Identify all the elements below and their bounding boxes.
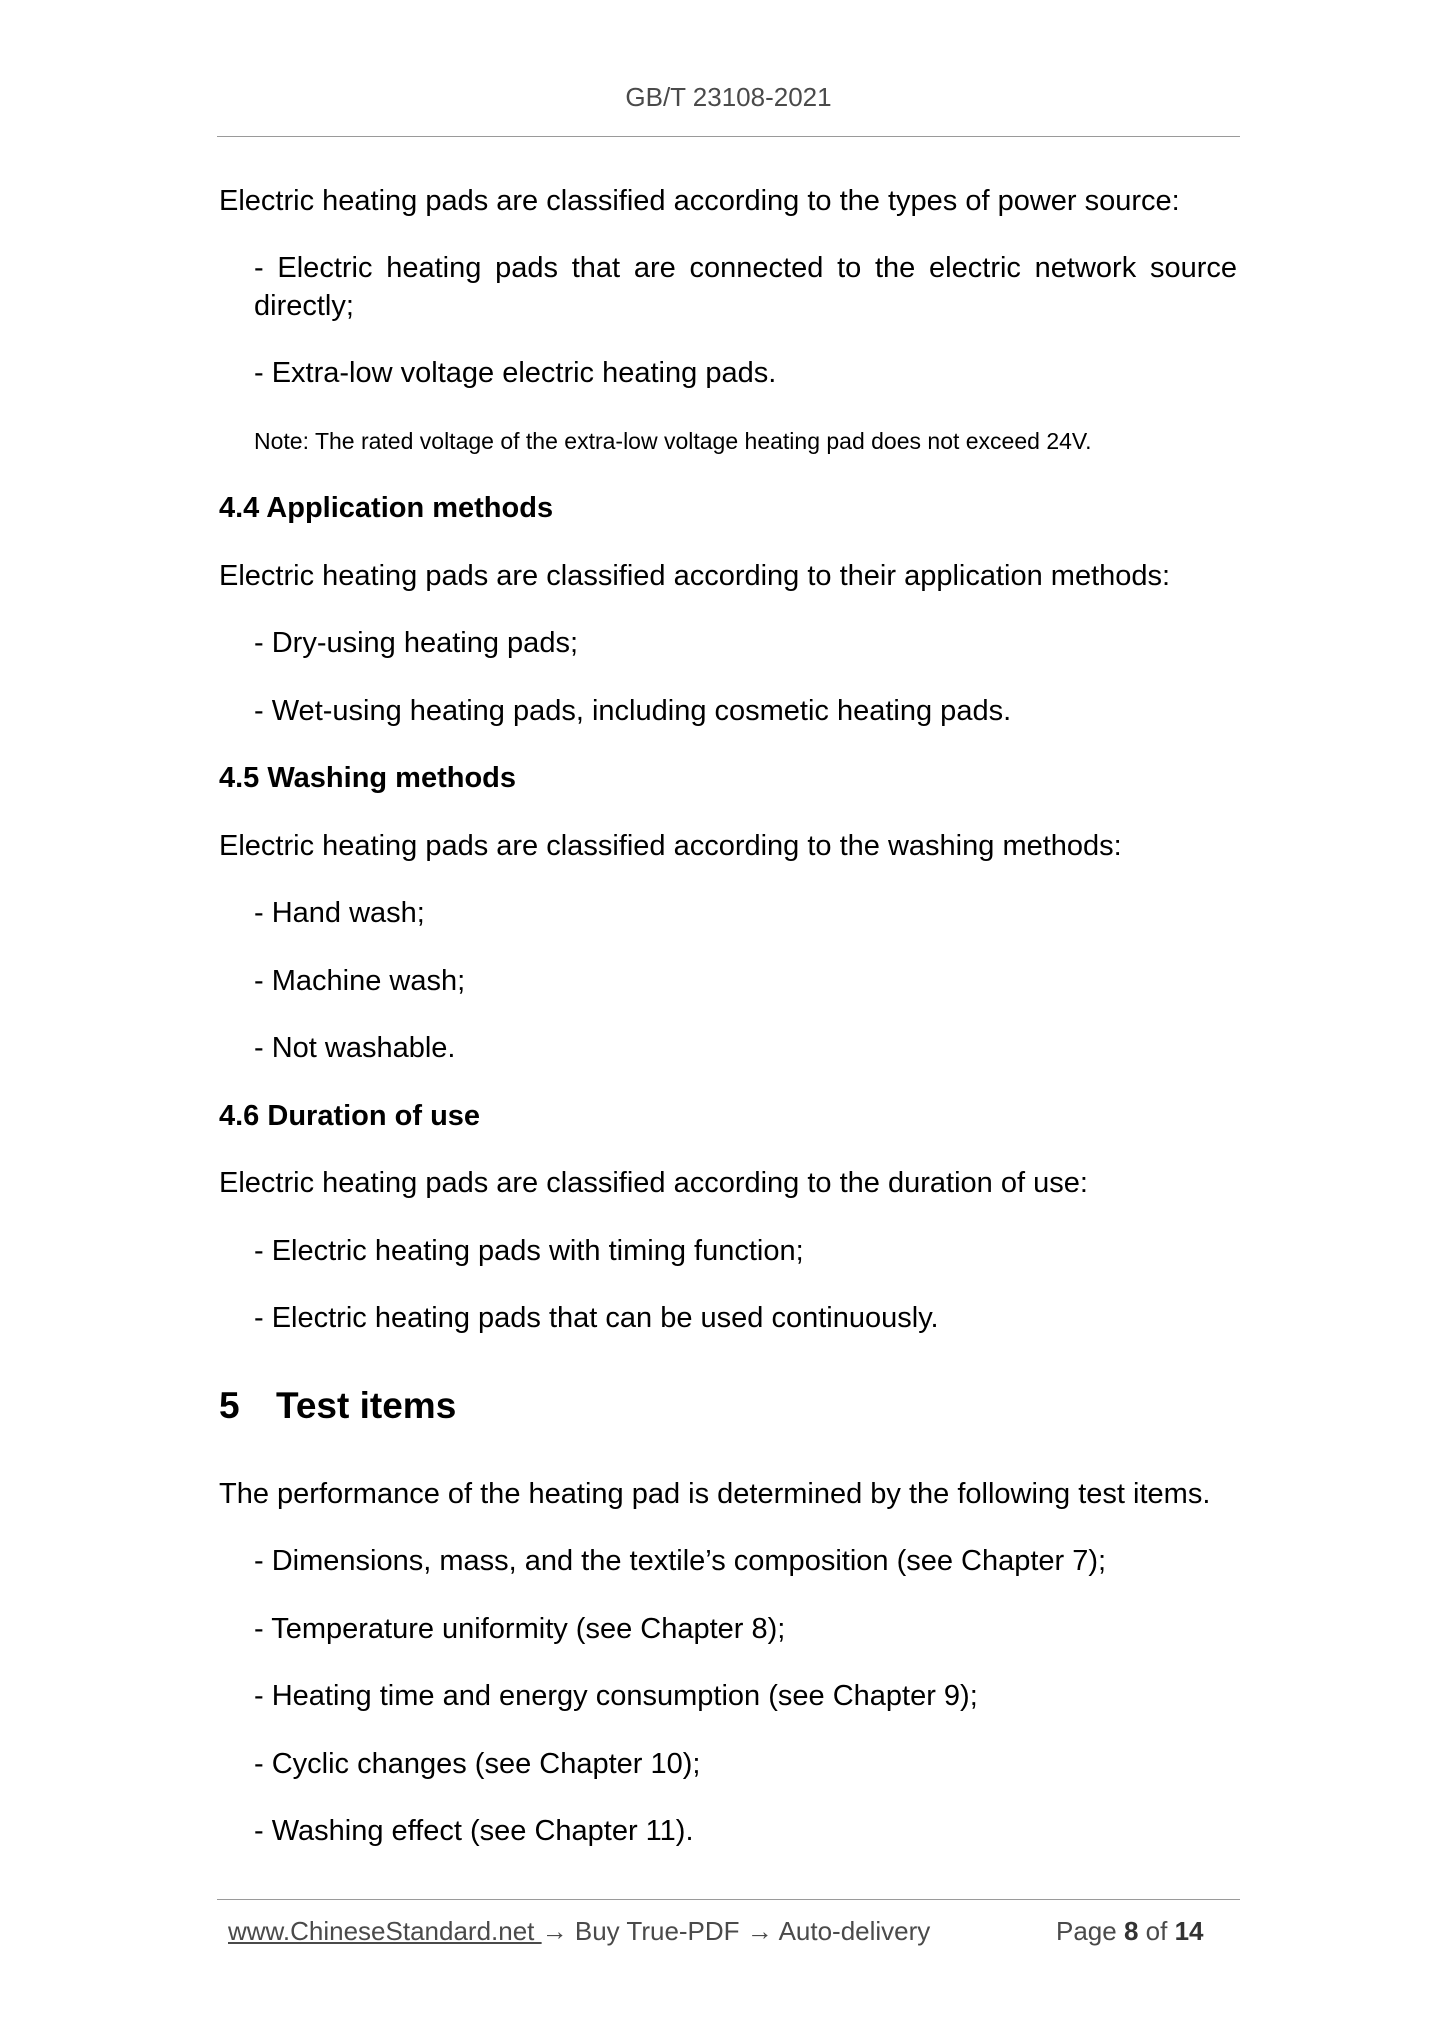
of-label: of	[1145, 1916, 1168, 1946]
application-intro: Electric heating pads are classified according to their application methods:	[219, 560, 1171, 592]
website-link[interactable]: www.ChineseStandard.net	[228, 1916, 542, 1946]
list-item: - Temperature uniformity (see Chapter 8);	[254, 1613, 786, 1645]
page-header-title: GB/T 23108-2021	[625, 82, 832, 112]
section-4-6-heading: 4.6 Duration of use	[219, 1100, 481, 1132]
list-item: - Not washable.	[254, 1032, 456, 1064]
power-source-intro: Electric heating pads are classified according to the types of power source:	[219, 185, 1180, 217]
list-item: - Washing effect (see Chapter 11).	[254, 1815, 694, 1847]
list-item: - Cyclic changes (see Chapter 10);	[254, 1748, 701, 1780]
arrow-icon: →	[746, 1916, 773, 1946]
section-4-4-heading: 4.4 Application methods	[219, 492, 554, 524]
list-item: - Dimensions, mass, and the textile’s composition (see Chapter 7);	[254, 1545, 1107, 1577]
auto-delivery-text: Auto-delivery	[772, 1916, 931, 1946]
list-item: - Wet-using heating pads, including cosmetic heating pads.	[254, 695, 1012, 727]
voltage-note: Note: The rated voltage of the extra-low voltage heating pad does not exceed 24V.	[254, 428, 1092, 454]
buy-true-pdf-text: Buy True-PDF	[567, 1916, 747, 1946]
list-item: - Heating time and energy consumption (see Chapter 9);	[254, 1680, 978, 1712]
header-divider	[217, 136, 1240, 137]
section-5-number: 5	[219, 1385, 240, 1426]
power-source-item-2: - Extra-low voltage electric heating pads.	[254, 357, 777, 389]
section-5-heading	[219, 1385, 456, 1427]
list-item: - Dry-using heating pads;	[254, 627, 578, 659]
section-5-title: Test items	[276, 1385, 457, 1426]
page-label: Page	[1056, 1916, 1117, 1946]
page-indicator	[1056, 1916, 1204, 1947]
arrow-icon: →	[541, 1916, 568, 1946]
power-source-item-1-cont: directly;	[254, 290, 354, 322]
power-source-item-1: - Electric heating pads that are connected to the electric network source	[254, 252, 1237, 284]
list-item: - Machine wash;	[254, 965, 466, 997]
washing-intro: Electric heating pads are classified according to the washing methods:	[219, 830, 1122, 862]
footer-promo	[228, 1916, 930, 1947]
list-item: - Electric heating pads that can be used continuously.	[254, 1302, 939, 1334]
list-item: - Hand wash;	[254, 897, 425, 929]
test-items-intro: The performance of the heating pad is determined by the following test items.	[219, 1478, 1211, 1510]
footer-divider	[217, 1899, 1240, 1900]
page-total: 14	[1174, 1916, 1204, 1946]
list-item: - Electric heating pads with timing function;	[254, 1235, 804, 1267]
page-number: 8	[1123, 1916, 1139, 1946]
duration-intro: Electric heating pads are classified according to the duration of use:	[219, 1167, 1088, 1199]
section-4-5-heading: 4.5 Washing methods	[219, 762, 517, 794]
